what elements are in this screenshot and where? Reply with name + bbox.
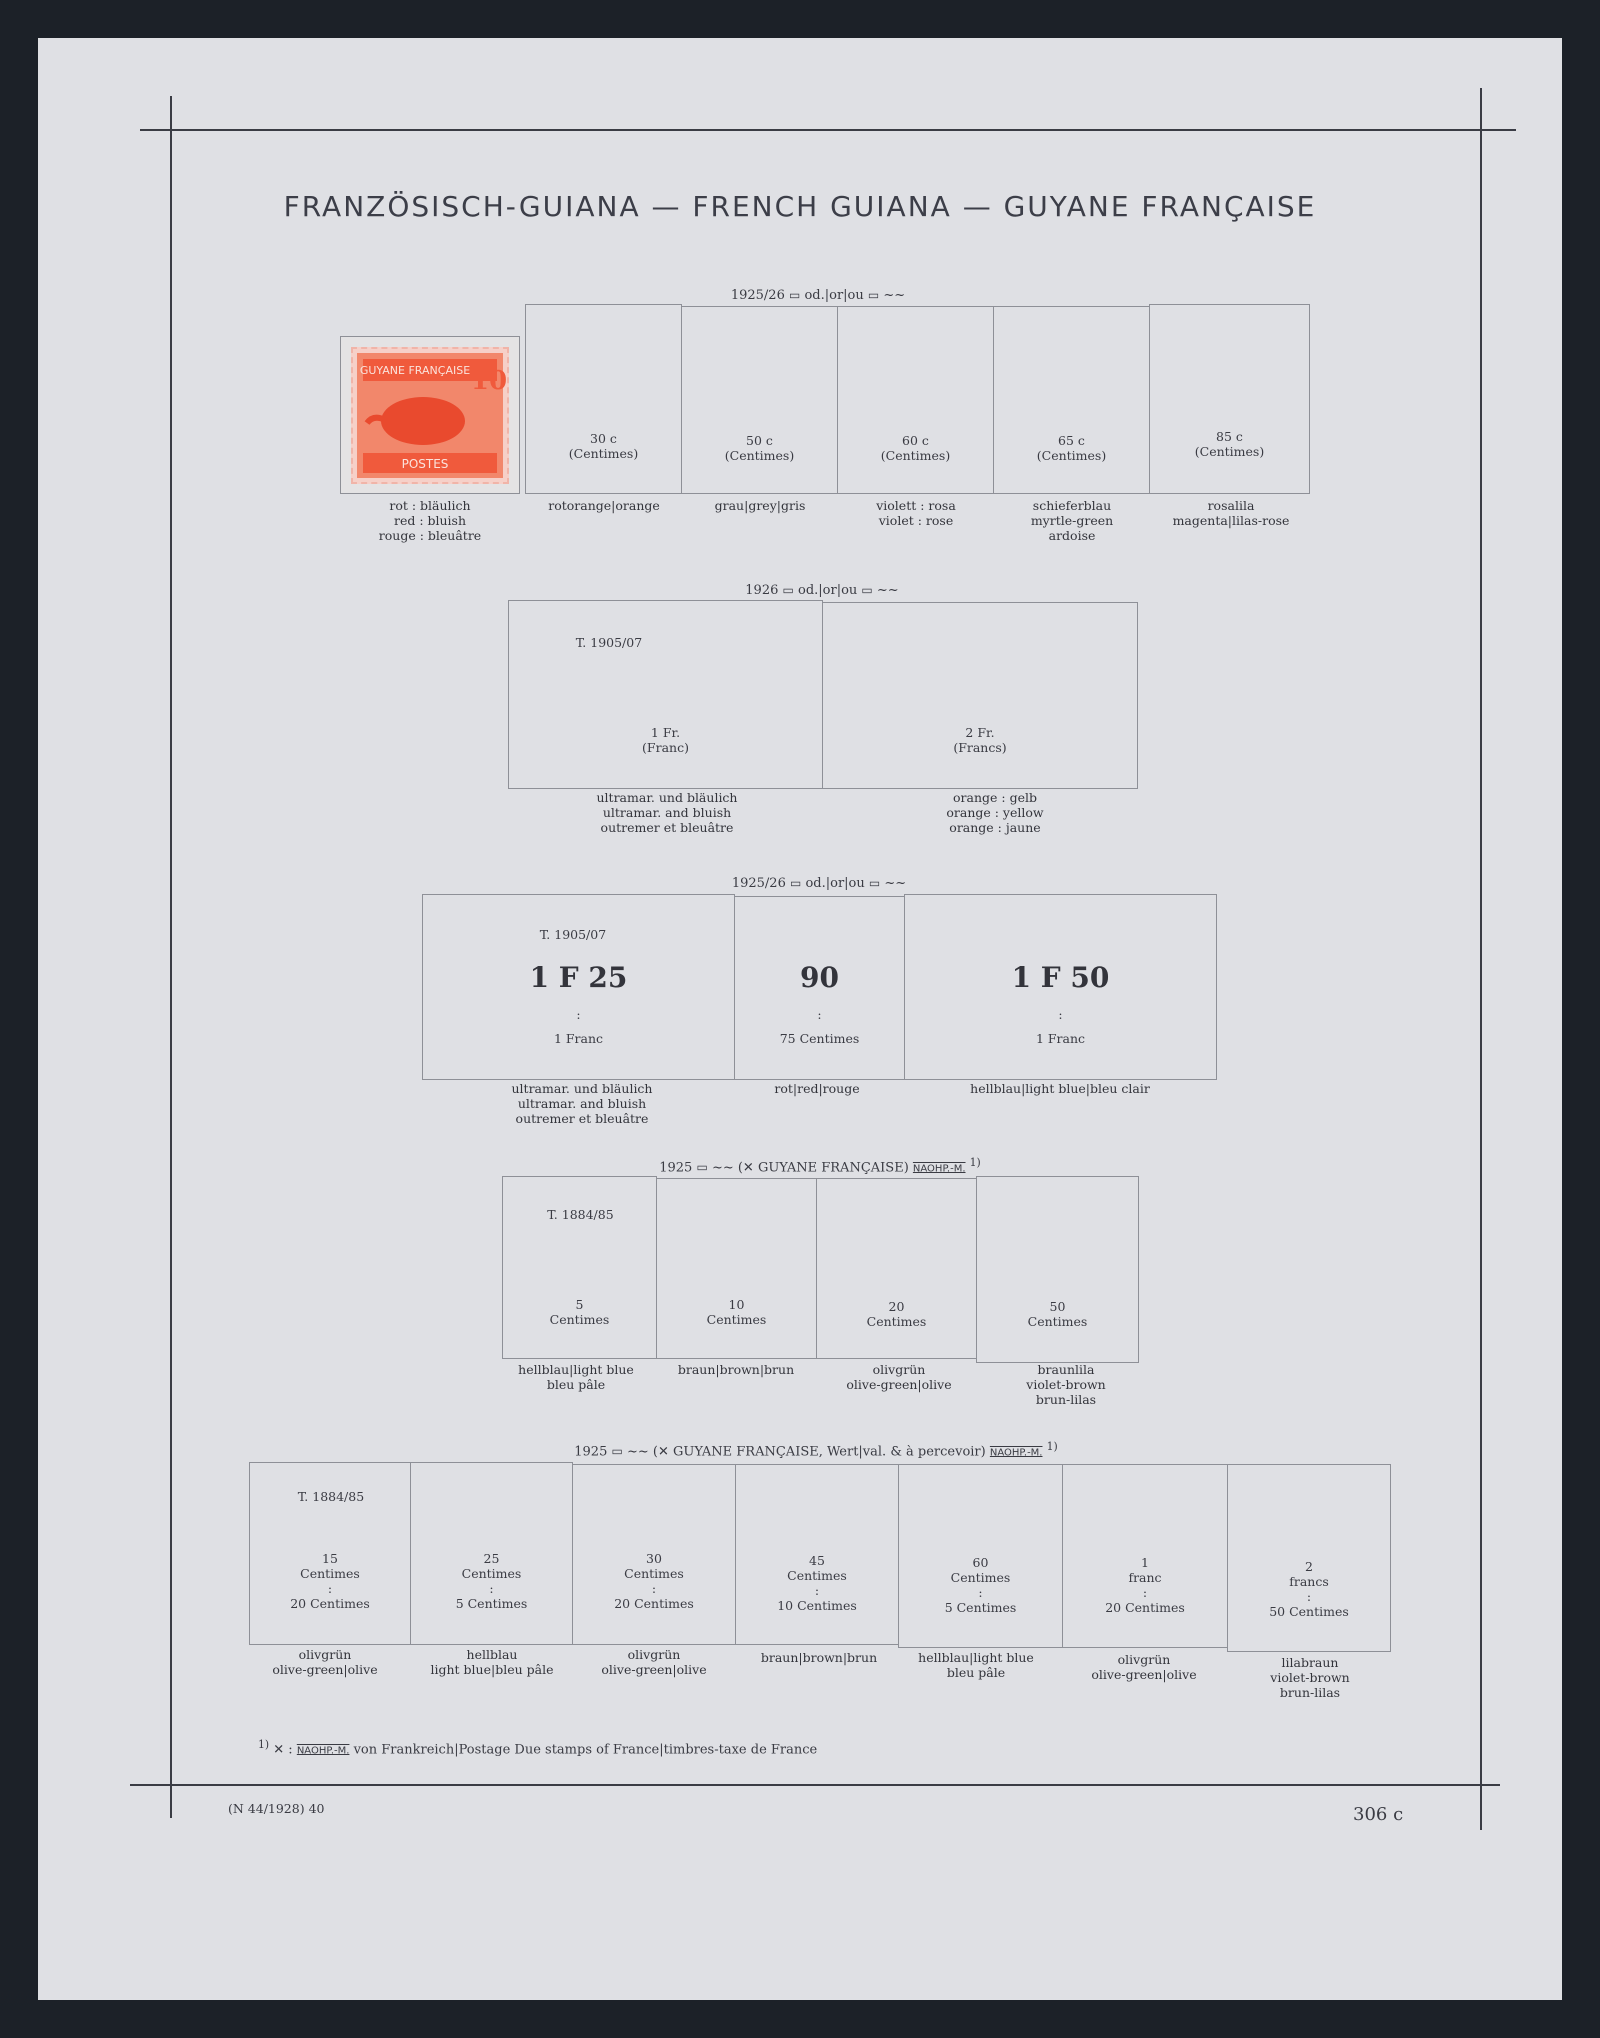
stamp-space: 90 : 75 Centimes <box>734 896 905 1080</box>
color-caption: violett : rosa violet : rose <box>876 498 956 528</box>
stamp-space: T. 1884/85 15 Centimes : 20 Centimes <box>249 1462 411 1645</box>
color-caption: hellblau|light blue bleu pâle <box>918 1650 1034 1680</box>
color-caption: rotorange|orange <box>548 498 660 513</box>
stamp-space: 30 Centimes : 20 Centimes <box>572 1464 736 1645</box>
color-caption: ultramar. und bläulich ultramar. and bluish outremer et bleuâtre <box>511 1081 653 1126</box>
stamp-space: 2 Fr. (Francs) <box>822 602 1138 789</box>
stamp-space: 50 Centimes <box>976 1176 1139 1363</box>
stamp-space: T. 1884/85 5 Centimes <box>502 1176 657 1359</box>
section-2-header: 1926 ▭ od.|or|ou ▭ ~~ <box>745 583 899 598</box>
stamp-space: T. 1905/07 1 F 25 : 1 Franc <box>422 894 735 1080</box>
footer-left: (N 44/1928) 40 <box>228 1801 325 1816</box>
color-caption: olivgrün olive-green|olive <box>272 1647 378 1677</box>
color-caption: olivgrün olive-green|olive <box>1091 1652 1197 1682</box>
color-caption: orange : gelb orange : yellow orange : jaune <box>946 790 1044 835</box>
stamp-space: 65 c (Centimes) <box>993 306 1150 494</box>
svg-text:GUYANE FRANÇAISE: GUYANE FRANÇAISE <box>359 364 471 377</box>
svg-text:POSTES: POSTES <box>401 457 449 471</box>
stamp-space: 45 Centimes : 10 Centimes <box>735 1464 899 1645</box>
frame-top-line <box>140 129 1516 131</box>
stamp-space: 85 c (Centimes) <box>1149 304 1310 494</box>
section-5-header: 1925 ▭ ~~ (✕ GUYANE FRANÇAISE, Wert|val. & à percevoir) NAOHP.-M. $^{1)}$ <box>574 1440 1058 1460</box>
color-caption: hellblau light blue|bleu pâle <box>430 1647 554 1677</box>
color-caption: schieferblau myrtle-green ardoise <box>1030 498 1114 543</box>
stamp-image <box>351 347 509 484</box>
color-caption: hellblau|light blue|bleu clair <box>970 1081 1150 1096</box>
section-4-header: 1925 ▭ ~~ (✕ GUYANE FRANÇAISE) NAOHP.-M. $^{1)}$ <box>659 1156 981 1176</box>
stamp-space: 1 F 50 : 1 Franc <box>904 894 1217 1080</box>
color-caption: hellblau|light blue bleu pâle <box>518 1362 634 1392</box>
color-caption: braun|brown|brun <box>677 1362 795 1377</box>
stamp-space: 20 Centimes <box>816 1178 977 1359</box>
color-caption: rot|red|rouge <box>774 1081 860 1096</box>
section-1-header: 1925/26 ▭ od.|or|ou ▭ ~~ <box>730 288 906 303</box>
stamp-space: 60 c (Centimes) <box>837 306 994 494</box>
page-title: FRANZÖSISCH-GUIANA — FRENCH GUIANA — GUYANE FRANÇAISE <box>283 190 1317 223</box>
stamp-space: 30 c (Centimes) <box>525 304 682 494</box>
stamp-space: 2 francs : 50 Centimes <box>1227 1464 1391 1652</box>
page-number: 306 c <box>1353 1804 1404 1825</box>
color-caption: rosalila magenta|lilas-rose <box>1172 498 1290 528</box>
stamp-space: 10 Centimes <box>656 1178 817 1359</box>
stamp-space: 1 franc : 20 Centimes <box>1062 1464 1228 1648</box>
color-caption: grau|grey|gris <box>714 498 806 513</box>
color-caption: lilabraun violet-brown brun-lilas <box>1270 1655 1350 1700</box>
stamp-space: 25 Centimes : 5 Centimes <box>410 1462 573 1645</box>
frame-bottom-line <box>130 1784 1500 1786</box>
frame-right-line <box>1480 88 1482 1830</box>
color-caption: braunlila violet-brown brun-lilas <box>1026 1362 1106 1407</box>
color-caption: ultramar. und bläulich ultramar. and bluish outremer et bleuâtre <box>596 790 738 835</box>
section-3-header: 1925/26 ▭ od.|or|ou ▭ ~~ <box>731 876 907 891</box>
svg-text:10: 10 <box>470 366 507 396</box>
frame-left-line <box>170 96 172 1818</box>
stamp-anteater-icon <box>353 349 507 482</box>
stamp-caption: rot : bläulich red : bluish rouge : bleuâtre <box>378 498 482 543</box>
color-caption: olivgrün olive-green|olive <box>846 1362 952 1392</box>
stamp-space: T. 1905/07 1 Fr. (Franc) <box>508 600 823 789</box>
stamp-space: 50 c (Centimes) <box>681 306 838 494</box>
footnote: $^{1)}$ ✕ : NAOHP.-M. von Frankreich|Postage Due stamps of France|timbres-taxe de France <box>258 1738 818 1758</box>
stamp-image-frame <box>340 336 520 494</box>
color-caption: braun|brown|brun <box>760 1650 878 1665</box>
color-caption: olivgrün olive-green|olive <box>601 1647 707 1677</box>
stamp-space: 60 Centimes : 5 Centimes <box>898 1464 1063 1648</box>
